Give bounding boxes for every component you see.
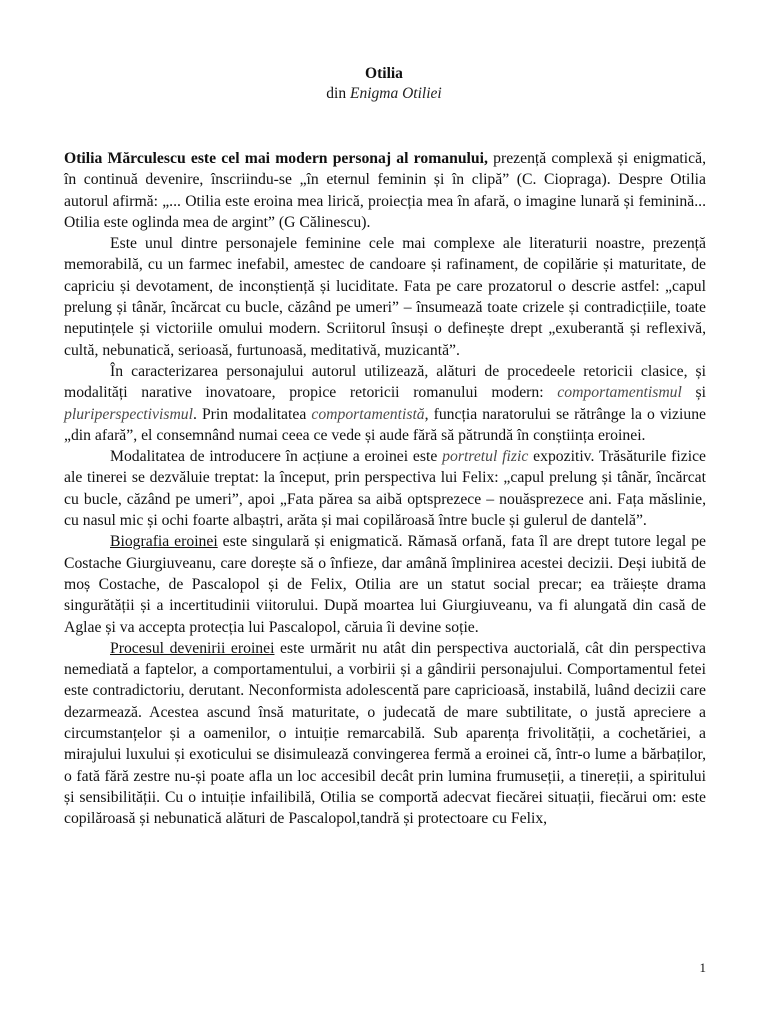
document-body — [64, 148, 706, 830]
page-number: 1 — [699, 960, 706, 975]
term-comportamentismul: comportamentismul — [557, 384, 682, 402]
paragraph-1-bold: Otilia Mărculescu este cel mai modern personaj al romanului, — [64, 150, 488, 167]
paragraph-5-text: este singulară și enigmatică. Rămasă orfană, fata îl are drept tutore legal pe Costache Giurgiuveanu, care dorește să o înfieze, dar amână împlinirea acestei decizii. Deși iubită de moș Costache, de Pascalopol și de Felix, Otilia are un statut social precar; ea trăiește drama singurătății și a incertitudinii viitorului. După moartea lui Giurgiuveanu, va fi alungată din casă de Aglae și va accepta protecția lui Pascalopol, căruia îi devine soție. — [64, 533, 707, 636]
term-portretul-fizic: portretul fizic — [442, 448, 529, 466]
paragraph-3-text-d: , funcția naratorului se rătrânge la o viziune „din afară”, el consemnând numai ceea ce vede și aude fără să pătrundă în conștiința eroinei. — [64, 405, 707, 444]
paragraph-3-text-c: . Prin modalitatea — [192, 405, 312, 423]
paragraph-3-text-b: și — [681, 384, 707, 402]
heading-biografia-eroinei: Biografia eroinei — [110, 533, 218, 551]
page-subtitle — [0, 84, 768, 104]
term-pluriperspectivismul: pluriperspectivismul — [64, 405, 193, 423]
paragraph-1-text: prezență complexă și enigmatică, în continuă devenire, înscriindu-se „în eternul feminin și în clipă” (C. Ciopraga). Despre Otilia autorul afirmă: „... Otilia este eroina mea lirică, proiecția mea în afară, o imagine lunară și feminină... Otilia este oglinda mea de argint” (G Călinescu). — [64, 150, 706, 231]
paragraph-4 — [64, 446, 706, 531]
paragraph-1 — [64, 148, 706, 233]
paragraph-5 — [64, 531, 706, 637]
subtitle-prefix: din — [326, 85, 350, 102]
paragraph-6 — [64, 638, 706, 830]
paragraph-3-text-a: În caracterizarea personajului autorul utilizează, alături de procedeele retoricii clasice, și modalități narative inovatoare, propice retoricii romanului modern: — [64, 362, 706, 402]
page-title: Otilia — [365, 65, 403, 82]
paragraph-2: Este unul dintre personajele feminine cele mai complexe ale literaturii noastre, prezență memorabilă, cu un farmec inefabil, amestec de candoare și rafinament, de copilărie și maturitate, de capriciu și devotament, de inconștiență și luciditate. Fata pe care prozatorul o descrie astfel: „capul prelung și tânăr, încărcat cu bucle, căzând pe umeri” – însumează toate crizele și contradicțiile, toate neputințele și victoriile omului modern. Scriitorul însuși o definește drept „exuberantă și reflexivă, cultă, nebunatică, serioasă, furtunoasă, meditativă, muzicantă”. — [64, 235, 706, 359]
subtitle-work: Enigma Otiliei — [349, 85, 442, 102]
paragraph-3 — [64, 361, 706, 446]
heading-procesul-devenirii: Procesul devenirii eroinei — [110, 639, 275, 657]
paragraph-6-text: este urmărit nu atât din perspectiva auctorială, cât din perspectiva nemediată a faptelor, a comportamentului, a vorbirii și a gândirii personajului. Comportamentul fetei este contradictoriu, derutant. Neconformista adolescentă pare capricioasă, instabilă, luând decizii care dezarmează. Acestea ascund însă maturitate, o judecată de mare subtilitate, o justă apreciere a circumstanțelor și a oamenilor, o intuiție remarcabilă. Sub aparența frivolității, a cochetăriei, a mirajului luxului și exoticului se disimulează convingerea fermă a eroinei că, într-o lume a bărbaților, o fată fără zestre nu-și poate afla un loc accesibil decât prin lumina frumuseții, a tinereții, a spiritului și sensibilității. Cu o intuiție infailibilă, Otilia se comportă adecvat fiecărei situații, fiecărui om: este copilăroasă și nebunatică alături de Pascalopol,tandră și protectoare cu Felix, — [64, 639, 706, 828]
paragraph-4-text-a: Modalitatea de introducere în acțiune a eroinei este — [110, 448, 443, 466]
term-comportamentista: comportamentistă — [311, 405, 425, 423]
paragraph-4-text-b: expozitiv. Trăsăturile fizice ale tinerei se dezvăluie treptat: la început, prin perspectiva lui Felix: „capul prelung și tânăr, încărcat cu bucle, căzând pe umeri”, apoi „Fata părea sa aibă optsprezece – nouăsprezece ani. Fața măslinie, cu nasul mic și ochi foarte albaștri, arăta și mai copilăroasă între bucle și gulerul de dantelă”. — [64, 448, 707, 530]
